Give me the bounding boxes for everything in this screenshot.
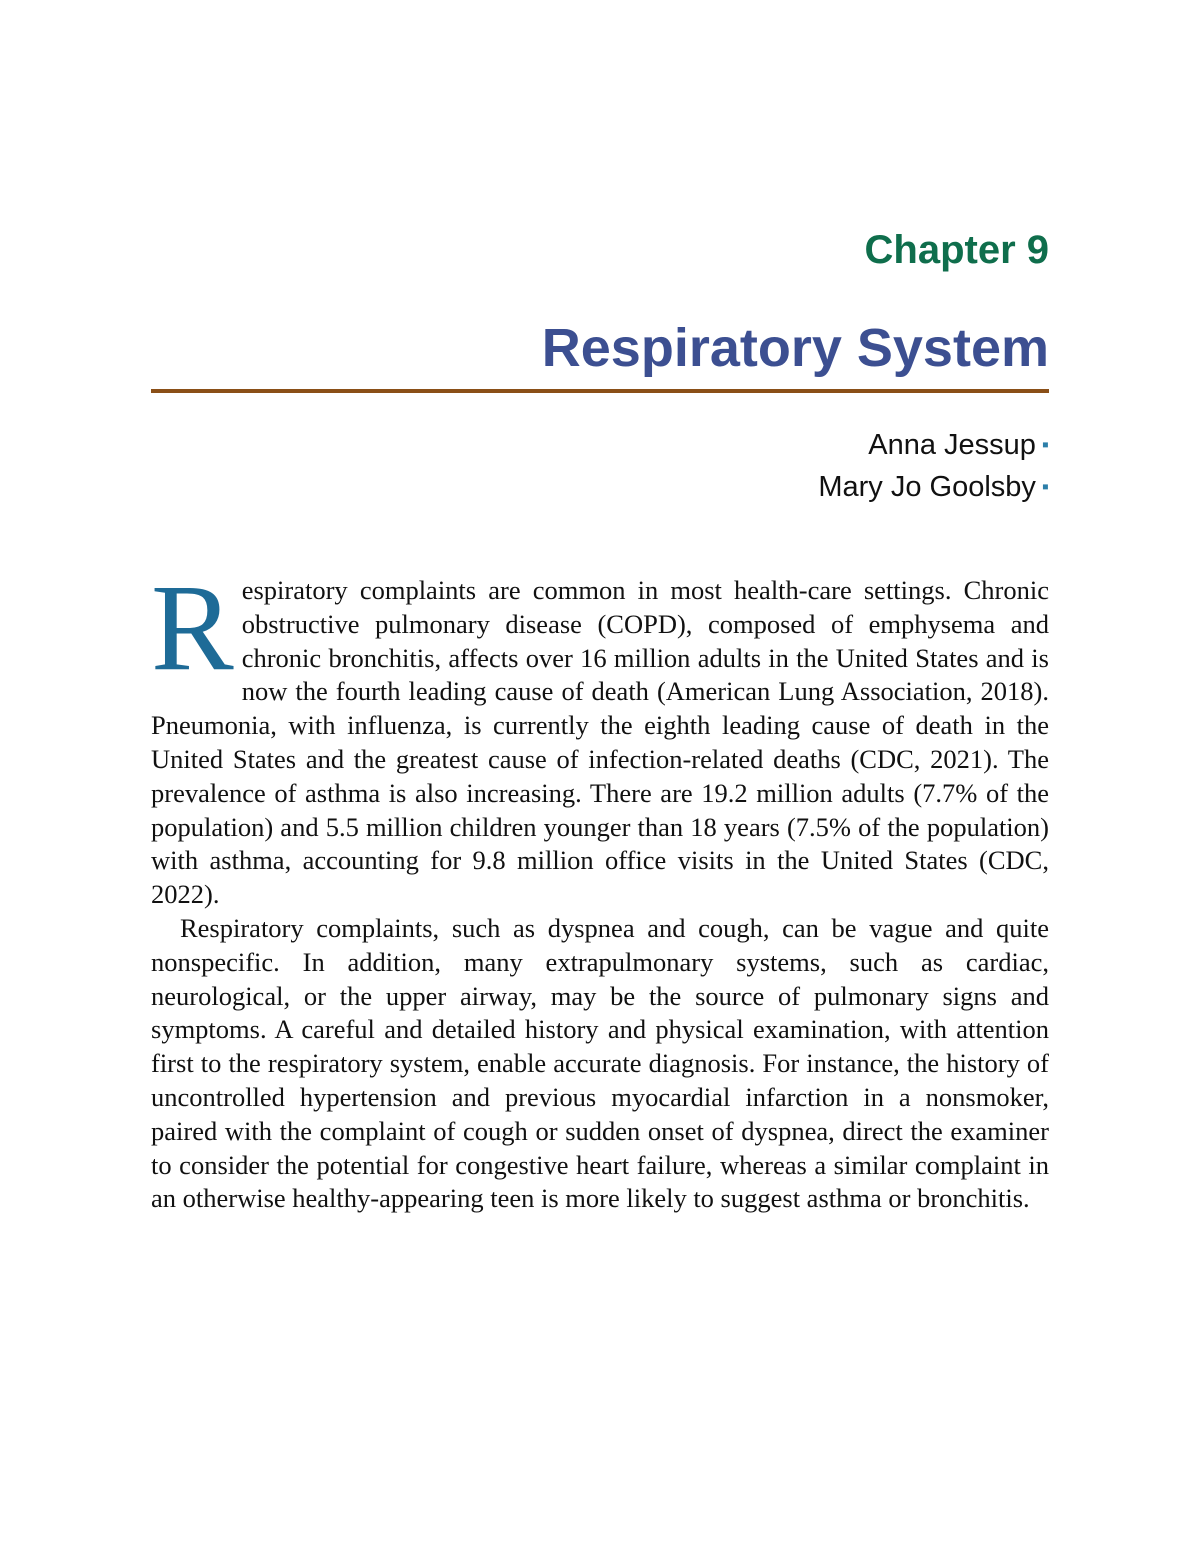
author-line — [818, 424, 1049, 466]
body-paragraph: Respiratory complaints, such as dyspnea and cough, can be vague and quite nonspecific. In addition, many extrapulmonary systems, such as cardiac, neurological, or the upper airway, may be the source of pulmonary signs and symptoms. A careful and detailed history and physical examination, with attention first to the respiratory system, enable accurate diagnosis. For instance, the history of uncontrolled hypertension and previous myocardial infarction in a nonsmoker, paired with the complaint of cough or sudden onset of dyspnea, direct the examiner to consider the potential for congestive heart failure, whereas a similar complaint in an otherwise healthy-appearing teen is more likely to suggest asthma or bronchitis. — [151, 912, 1049, 1214]
chapter-number: Chapter 9 — [864, 228, 1049, 272]
intro-paragraph — [151, 559, 1049, 912]
chapter-body — [151, 559, 1049, 1216]
chapter-title: Respiratory System — [541, 318, 1049, 378]
bullet-icon: ▪ — [1041, 434, 1049, 456]
author-list — [818, 424, 1049, 508]
intro-paragraph-text: espiratory complaints are common in most health-care settings. Chronic obstructive pulmonary disease (COPD), composed of emphysema and chronic bronchitis, affects over 16 million adults in the United States and is now the fourth leading cause of death (American Lung Association, 2018). Pneumonia, with influenza, is currently the eighth leading cause of death in the United States and the greatest cause of infection-related deaths (CDC, 2021). The prevalence of asthma is also increasing. There are 19.2 million adults (7.7% of the population) and 5.5 million children younger than 18 years (7.5% of the population) with asthma, accounting for 9.8 million office visits in the United States (CDC, 2022). — [151, 575, 1049, 910]
author-name: Mary Jo Goolsby — [818, 471, 1036, 503]
author-name: Anna Jessup — [868, 429, 1036, 461]
bullet-icon: ▪ — [1041, 476, 1049, 498]
title-rule-divider — [151, 389, 1049, 393]
author-line — [818, 466, 1049, 508]
drop-cap: R — [151, 559, 234, 696]
